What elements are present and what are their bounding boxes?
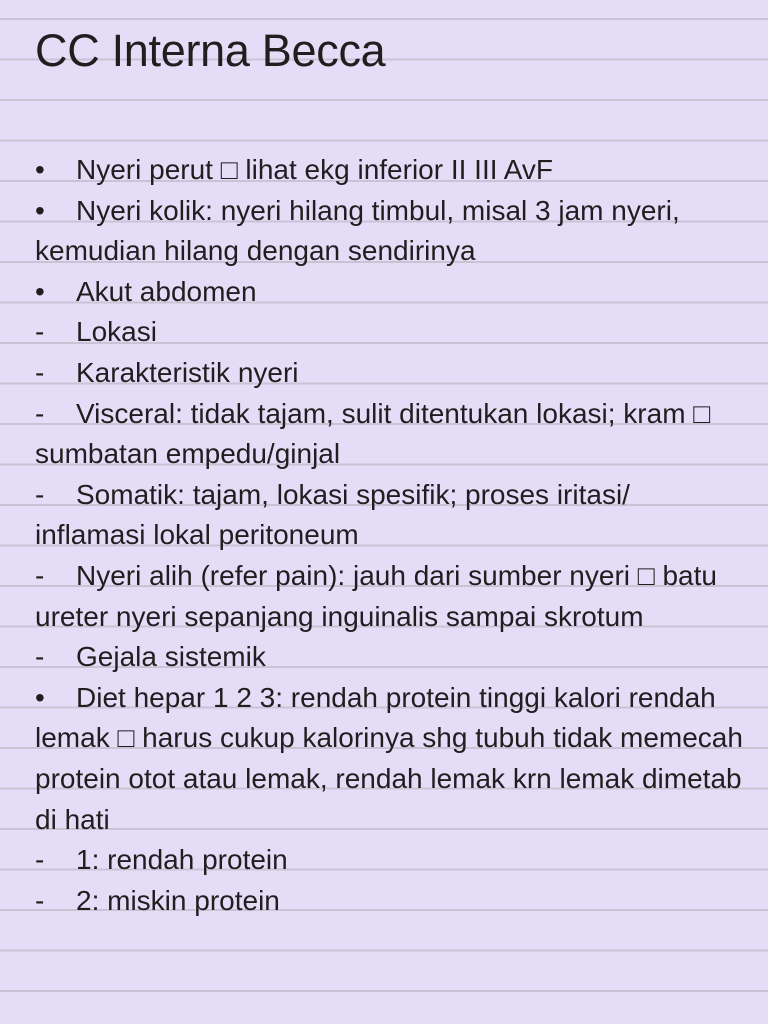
note-subitem (35, 353, 745, 394)
note-subitem (35, 312, 745, 353)
dash-marker: - (35, 478, 45, 510)
note-subitem (35, 394, 745, 475)
note-text: Gejala sistemik (76, 641, 266, 673)
note-item (35, 272, 745, 313)
bullet-marker: • (35, 194, 45, 226)
note-text: Karakteristik nyeri (76, 356, 299, 388)
bullet-marker: • (35, 275, 45, 307)
page-title: CC Interna Becca (35, 25, 386, 76)
note-text: Akut abdomen (76, 275, 257, 307)
dash-marker: - (35, 316, 45, 348)
note-subitem (35, 881, 745, 922)
note-text: Nyeri perut □ lihat ekg inferior II III AvF (76, 154, 554, 185)
note-text: Nyeri alih (refer pain): jauh dari sumber nyeri □ batu ureter nyeri sepanjang inguinalis sampai skrotum (35, 559, 717, 632)
bullet-marker: • (35, 154, 45, 185)
note-item (35, 678, 745, 840)
dash-marker: - (35, 559, 45, 591)
notes-list (35, 150, 745, 921)
note-subitem (35, 637, 745, 678)
note-text: Somatik: tajam, lokasi spesifik; proses iritasi/ inflamasi lokal peritoneum (35, 478, 630, 551)
dash-marker: - (35, 884, 45, 916)
note-text: Lokasi (76, 316, 157, 348)
note-text: 2: miskin protein (76, 884, 280, 916)
note-subitem (35, 556, 745, 637)
note-item (35, 150, 745, 191)
note-text: 1: rendah protein (76, 844, 288, 876)
note-subitem (35, 840, 745, 881)
note-text: Nyeri kolik: nyeri hilang timbul, misal 3 jam nyeri, kemudian hilang dengan sendirinya (35, 194, 680, 267)
note-item (35, 191, 745, 272)
note-text: Diet hepar 1 2 3: rendah protein tinggi kalori rendah lemak □ harus cukup kalorinya shg tubuh tidak memecah protein otot atau lemak, rendah lemak krn lemak dimetab di hati (35, 681, 743, 835)
dash-marker: - (35, 356, 45, 388)
note-subitem (35, 475, 745, 556)
note-text: Visceral: tidak tajam, sulit ditentukan lokasi; kram □ sumbatan empedu/ginjal (35, 397, 711, 470)
dash-marker: - (35, 641, 45, 673)
bullet-marker: • (35, 681, 45, 713)
dash-marker: - (35, 397, 45, 429)
dash-marker: - (35, 844, 45, 876)
